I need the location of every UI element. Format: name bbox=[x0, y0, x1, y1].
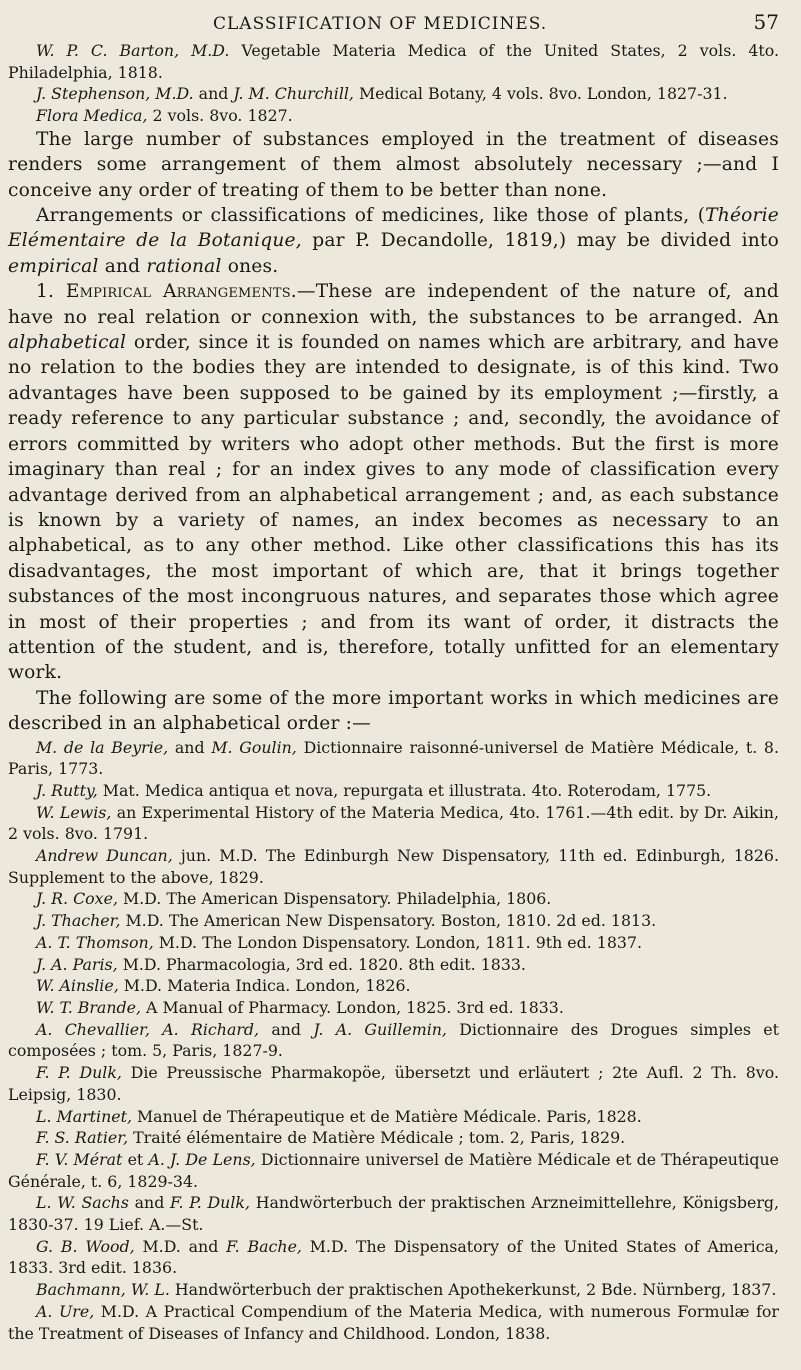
reference-text: Vegetable Materia Medica of the United States, 2 vols. 4to. Philadelphia, 1818. bbox=[8, 41, 779, 82]
reference-text: an Experimental History of the Materia Medica, 4to. 1761.—4th edit. by Dr. Aikin, 2 vols. 8vo. 1791. bbox=[8, 802, 779, 844]
reference-entry bbox=[8, 1062, 779, 1105]
reference-author: J. A. Paris, bbox=[36, 954, 118, 974]
reference-author: F. S. Ratier, bbox=[36, 1128, 129, 1148]
page-number: 57 bbox=[753, 10, 779, 34]
reference-author: W. P. C. Barton, M.D. bbox=[36, 41, 230, 60]
reference-author: G. B. Wood, bbox=[36, 1236, 135, 1256]
reference-entry bbox=[8, 40, 779, 83]
section-number: 1. bbox=[36, 281, 55, 303]
reference-author: F. V. Mérat bbox=[36, 1149, 123, 1169]
reference-author: Bachmann, W. L. bbox=[36, 1280, 170, 1300]
reference-entry bbox=[8, 802, 779, 845]
reference-text: Mat. Medica antiqua et nova, repurgata et illustrata. 4to. Roterodam, 1775. bbox=[97, 780, 712, 800]
reference-author: F. P. Dulk, bbox=[36, 1063, 122, 1083]
running-title: CLASSIFICATION OF MEDICINES. bbox=[213, 14, 548, 34]
reference-text: Dictionnaire des Drogues simples et composées ; tom. 5, Paris, 1827-9. bbox=[8, 1019, 780, 1061]
italic-term: empirical bbox=[8, 255, 99, 277]
text-run: ones. bbox=[221, 255, 279, 277]
reference-joiner: and bbox=[193, 84, 234, 104]
reference-text: Handwörterbuch der praktischen Apothekerkunst, 2 Bde. Nürnberg, 1837. bbox=[169, 1280, 777, 1300]
reference-author: J. M. Churchill, bbox=[233, 84, 354, 104]
reference-text: M.D. A Practical Compendium of the Materia Medica, with numerous Formulæ for the Treatment of Diseases of Infancy and Childhood. London, 1838. bbox=[8, 1301, 779, 1343]
reference-entry bbox=[8, 1019, 779, 1062]
reference-text: M.D. The American Dispensatory. Philadelphia, 1806. bbox=[117, 889, 552, 909]
reference-entry bbox=[8, 997, 779, 1019]
reference-author: L. W. Sachs bbox=[36, 1193, 129, 1213]
reference-entry bbox=[8, 1301, 779, 1344]
text-run: —These are independent of the nature of, and have no real relation or connexion with, the substances to be arranged. An bbox=[8, 281, 779, 328]
reference-author: A. Chevallier, A. Richard, bbox=[36, 1019, 260, 1039]
reference-text: Dictionnaire raisonné-universel de Matière Médicale, t. 8. Paris, 1773. bbox=[8, 737, 780, 779]
reference-entry bbox=[8, 1236, 779, 1279]
italic-title: Théorie Elémentaire de la Botanique, bbox=[8, 205, 779, 252]
reference-entry bbox=[8, 83, 779, 105]
reference-entry bbox=[8, 954, 779, 976]
reference-text: Manuel de Thérapeutique et de Matière Médicale. Paris, 1828. bbox=[131, 1106, 642, 1126]
reference-entry bbox=[8, 910, 779, 932]
reference-entry bbox=[8, 1127, 779, 1149]
text-run: par P. Decandolle, 1819,) may be divided into bbox=[301, 230, 779, 252]
reference-author: Flora Medica, bbox=[36, 106, 148, 126]
reference-entry bbox=[8, 975, 779, 997]
reference-author: J. Rutty, bbox=[36, 780, 98, 800]
reference-author: A. J. De Lens, bbox=[148, 1149, 256, 1169]
reference-author: J. Stephenson, M.D. bbox=[36, 84, 194, 104]
reference-joiner: et bbox=[122, 1149, 149, 1169]
reference-text: jun. M.D. The Edinburgh New Dispensatory, 11th ed. Edinburgh, 1826. Supplement to the above, 1829. bbox=[8, 846, 779, 887]
text-run: order, since it is founded on names which are arbitrary, and have no relation to the bodies they are intended to designate, is of this kind. Two advantages have been supposed to be gained by its employment ;—firstly, a ready reference to any particular substance ; and, secondly, the avoidance of errors committed by writers who adopt other methods. But the first is more imaginary than real ; for an index gives to any mode of classification every advantage derived from an alphabetical arrangement ; and, as each substance is known by a variety of names, an index becomes as necessary to an alphabetical, as to any other method. Like other classifications this has its disadvantages, the most important of which are, that it brings together substances of the most incongruous natures, and separates those which agree in most of their properties ; and from its want of order, it distracts the attention of the student, and is, therefore, totally unfitted for an elementary work. bbox=[8, 332, 779, 684]
reference-author: W. Ainslie, bbox=[36, 976, 119, 996]
reference-author: M. de la Beyrie, bbox=[36, 737, 169, 757]
reference-text: M.D. Pharmacologia, 3rd ed. 1820. 8th edit. 1833. bbox=[117, 954, 526, 974]
text-run: and bbox=[98, 255, 147, 277]
reference-entry bbox=[8, 1192, 779, 1235]
reference-entry bbox=[8, 105, 779, 127]
reference-author: A. Ure, bbox=[36, 1301, 95, 1321]
reference-text: 2 vols. 8vo. 1827. bbox=[147, 106, 293, 126]
text-run: Arrangements or classifications of medicines, like those of plants, ( bbox=[36, 205, 706, 227]
running-header bbox=[213, 10, 779, 34]
reference-author: J. R. Coxe, bbox=[36, 889, 118, 909]
top-references bbox=[8, 40, 779, 127]
body-paragraph-arrangements bbox=[8, 203, 779, 279]
italic-term: alphabetical bbox=[8, 332, 127, 354]
reference-entry bbox=[8, 888, 779, 910]
reference-author: M. Goulin, bbox=[211, 737, 297, 757]
reference-entry bbox=[8, 737, 779, 780]
reference-text: M.D. The American New Dispensatory. Boston, 1810. 2d ed. 1813. bbox=[120, 911, 657, 931]
reference-joiner: and bbox=[168, 737, 212, 757]
reference-author: W. T. Brande, bbox=[36, 998, 142, 1017]
reference-text: Traité élémentaire de Matière Médicale ; tom. 2, Paris, 1829. bbox=[128, 1128, 626, 1148]
reference-joiner: and bbox=[128, 1193, 171, 1213]
reference-joiner: M.D. and bbox=[134, 1236, 227, 1256]
reference-entry bbox=[8, 780, 779, 802]
reference-author: W. Lewis, bbox=[36, 802, 112, 822]
reference-entry bbox=[8, 932, 779, 954]
reference-text: M.D. The Dispensatory of the United States of America, 1833. 3rd edit. 1836. bbox=[8, 1236, 779, 1278]
reference-author: A. T. Thomson, bbox=[36, 932, 154, 952]
reference-text: A Manual of Pharmacy. London, 1825. 3rd ed. 1833. bbox=[141, 998, 564, 1017]
reference-text: Dictionnaire universel de Matière Médicale et de Thérapeutique Générale, t. 6, 1829-34. bbox=[8, 1149, 779, 1191]
reference-entry bbox=[8, 1106, 779, 1128]
reference-text: M.D. The London Dispensatory. London, 1811. 9th ed. 1837. bbox=[153, 932, 643, 952]
italic-term: rational bbox=[146, 255, 222, 277]
reference-author: Andrew Duncan, bbox=[36, 846, 173, 866]
reference-joiner: and bbox=[259, 1019, 314, 1039]
works-list bbox=[8, 737, 779, 1345]
reference-entry bbox=[8, 1149, 779, 1192]
reference-author: L. Martinet, bbox=[36, 1106, 132, 1126]
reference-text: Medical Botany, 4 vols. 8vo. London, 1827-31. bbox=[353, 84, 728, 104]
reference-entry bbox=[8, 1279, 779, 1301]
reference-text: M.D. Materia Indica. London, 1826. bbox=[118, 976, 411, 996]
body-paragraph-empirical bbox=[8, 279, 779, 686]
body-paragraph-intro: The large number of substances employed in the treatment of diseases renders some arrangement of them almost absolutely necessary ;—and I conceive any order of treating of them to be better than none. bbox=[8, 128, 779, 201]
reference-author: J. Thacher, bbox=[36, 911, 121, 931]
body-paragraph-following: The following are some of the more important works in which medicines are described in an alphabetical order :— bbox=[8, 687, 779, 735]
reference-text: Handwörterbuch der praktischen Arzneimittellehre, Königsberg, 1830-37. 19 Lief. A.—St. bbox=[8, 1193, 780, 1235]
section-heading: Empirical Arrangements. bbox=[65, 281, 297, 303]
reference-author: F. Bache, bbox=[226, 1236, 302, 1256]
reference-entry bbox=[8, 845, 779, 888]
reference-text: Die Preussische Pharmakopöe, übersetzt und erläutert ; 2te Aufl. 2 Th. 8vo. Leipsig, 1830. bbox=[8, 1063, 780, 1104]
reference-author: J. A. Guillemin, bbox=[313, 1019, 447, 1039]
reference-author: F. P. Dulk, bbox=[170, 1193, 250, 1213]
